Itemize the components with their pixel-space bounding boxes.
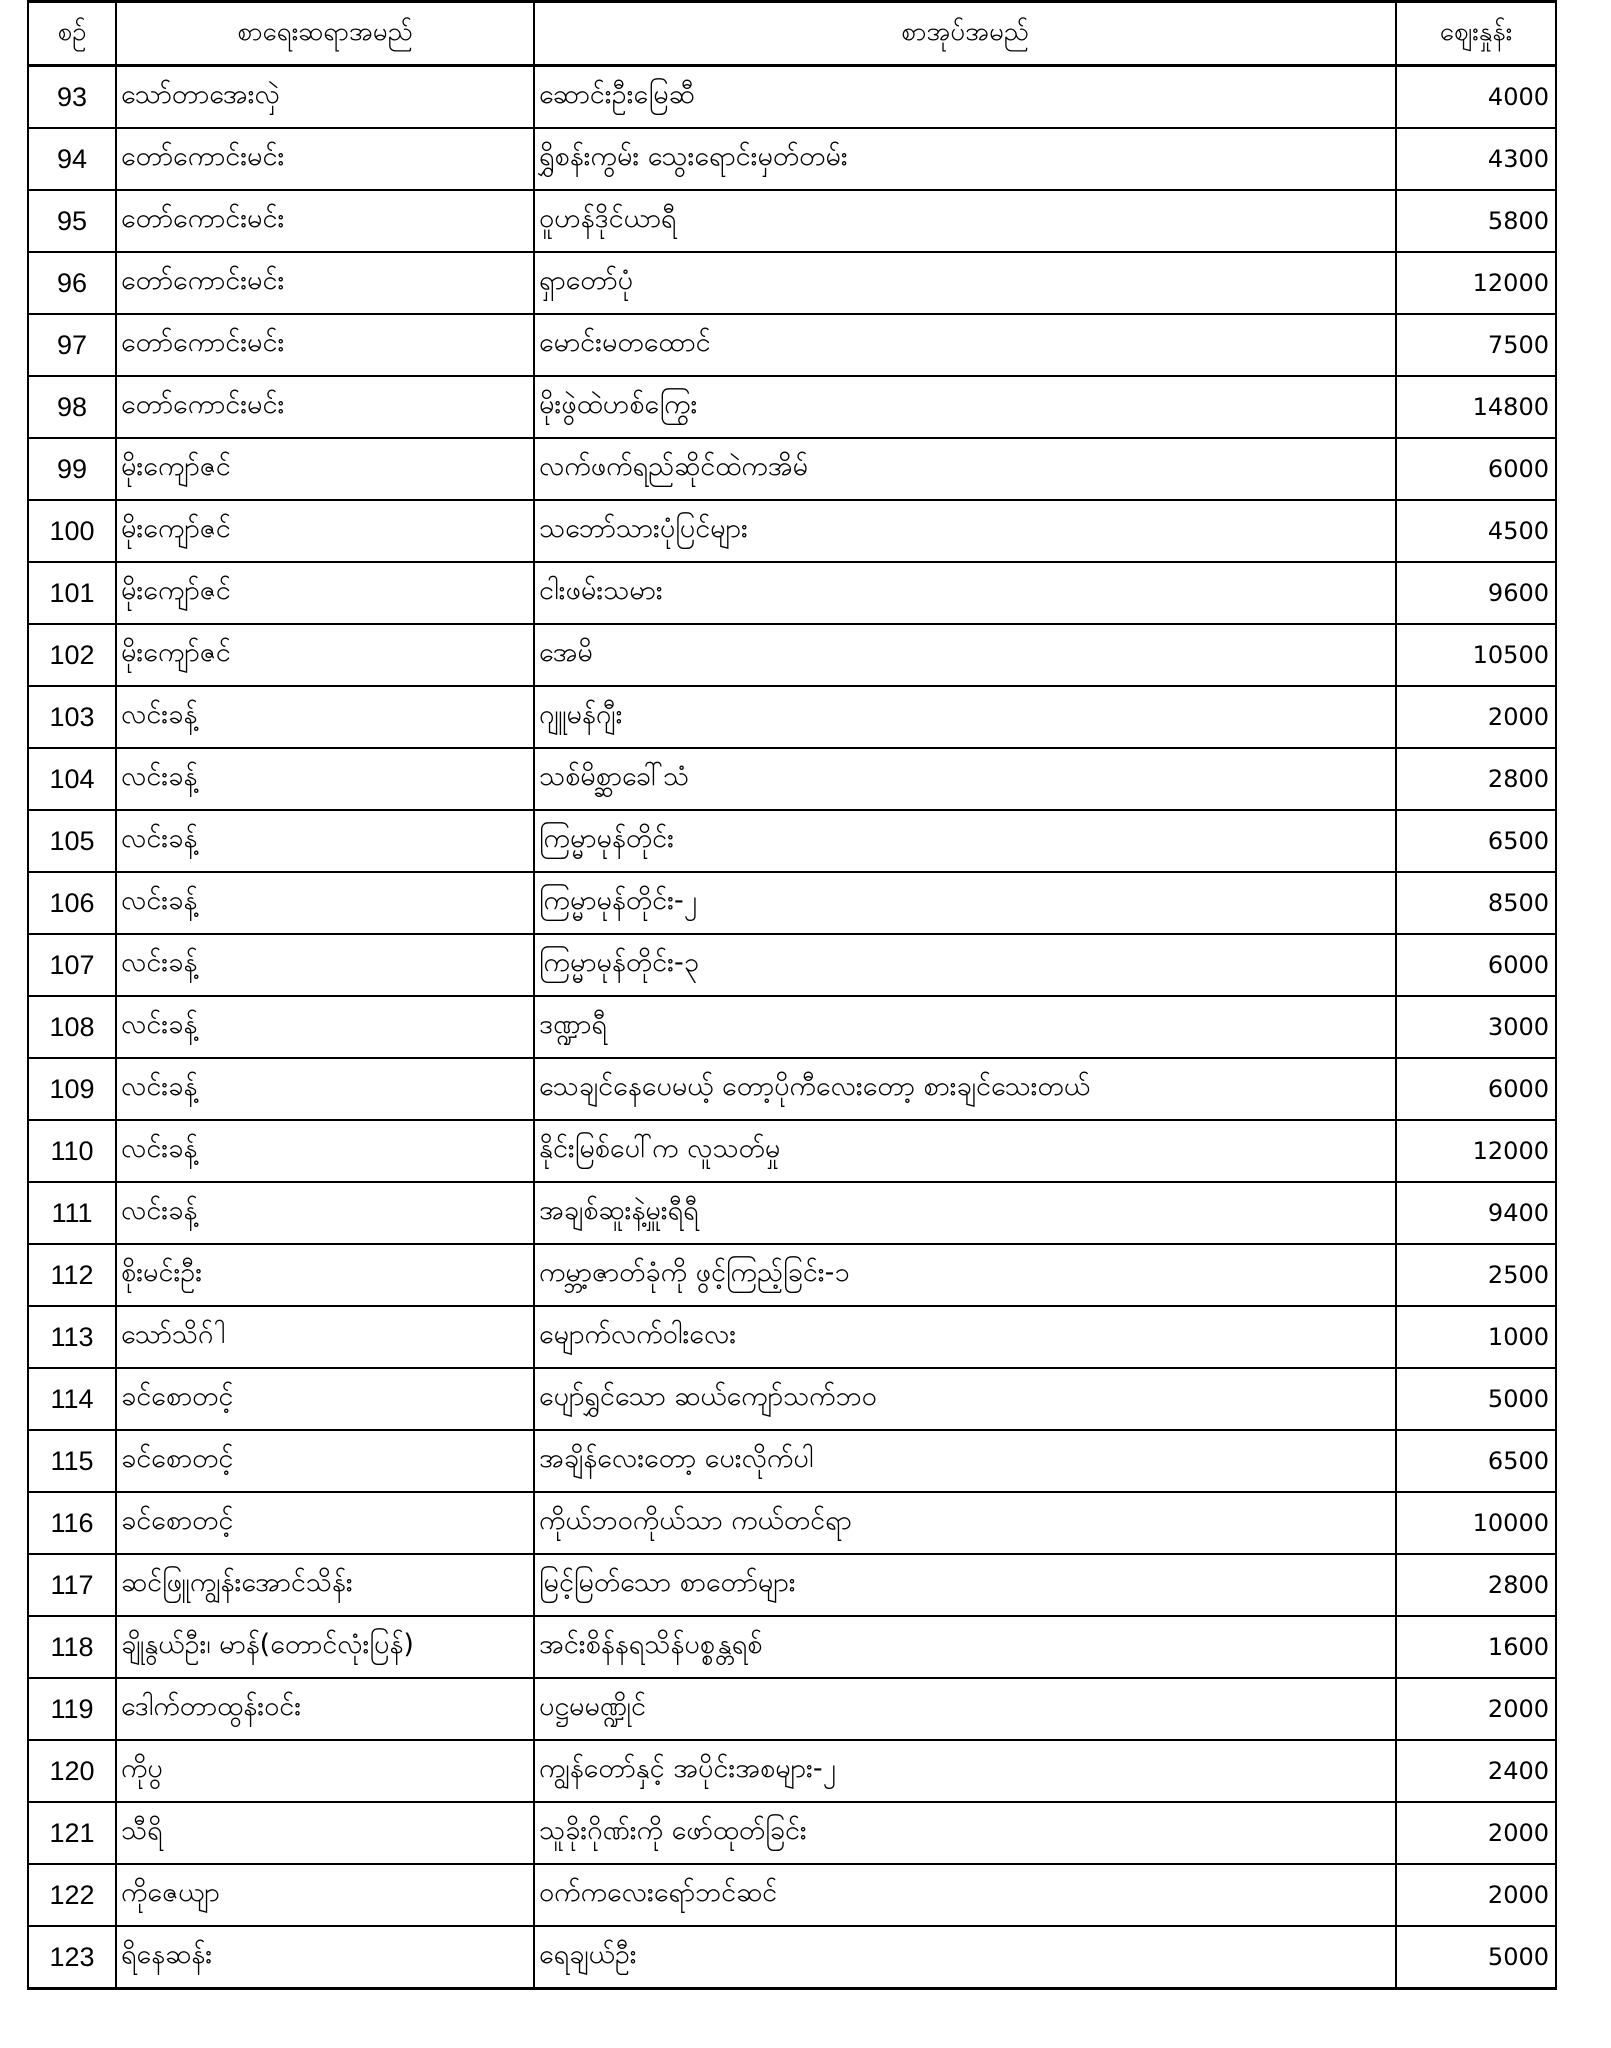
table-row [28, 438, 1556, 500]
table-row [28, 500, 1556, 562]
author-name: လင်းခန့် [116, 872, 534, 934]
price: 12000 [1396, 1120, 1556, 1182]
price: 5800 [1396, 190, 1556, 252]
row-number: 93 [28, 66, 116, 129]
author-name: ရိနေဆန်း [116, 1926, 534, 1989]
row-number: 102 [28, 624, 116, 686]
table-row [28, 1182, 1556, 1244]
price: 4300 [1396, 128, 1556, 190]
table-row [28, 1430, 1556, 1492]
book-title: သူခိုးဂိုဏ်းကို ဖော်ထုတ်ခြင်း [534, 1802, 1396, 1864]
table-row [28, 686, 1556, 748]
author-name: လင်းခန့် [116, 748, 534, 810]
row-number: 95 [28, 190, 116, 252]
header-author: စာရေးဆရာအမည် [116, 2, 534, 66]
book-title: သစ်မိစ္ဆာခေါ်သံ [534, 748, 1396, 810]
book-title: အချိန်လေးတော့ ပေးလိုက်ပါ [534, 1430, 1396, 1492]
author-name: ကိုဇေယျာ [116, 1864, 534, 1926]
book-title: အင်းစိန်နရသိန်ပစ္စန္တရစ် [534, 1616, 1396, 1678]
price: 6000 [1396, 934, 1556, 996]
table-row [28, 748, 1556, 810]
table-row [28, 624, 1556, 686]
row-number: 113 [28, 1306, 116, 1368]
row-number: 117 [28, 1554, 116, 1616]
author-name: ဒေါက်တာထွန်းဝင်း [116, 1678, 534, 1740]
row-number: 109 [28, 1058, 116, 1120]
header-number: စဉ် [28, 2, 116, 66]
row-number: 114 [28, 1368, 116, 1430]
price: 9600 [1396, 562, 1556, 624]
book-title: ပဋ္ဌမမဏ္ဍိုင် [534, 1678, 1396, 1740]
book-title: ကိုယ်ဘဝကိုယ်သာ ကယ်တင်ရာ [534, 1492, 1396, 1554]
row-number: 121 [28, 1802, 116, 1864]
author-name: တော်ကောင်းမင်း [116, 252, 534, 314]
author-name: ကိုပွ [116, 1740, 534, 1802]
book-title: ပျော်ရွှင်သော ဆယ်ကျော်သက်ဘဝ [534, 1368, 1396, 1430]
author-name: သီရိ [116, 1802, 534, 1864]
row-number: 110 [28, 1120, 116, 1182]
book-title: မောင်းမတထောင် [534, 314, 1396, 376]
table-row [28, 1244, 1556, 1306]
table-row [28, 1120, 1556, 1182]
price: 5000 [1396, 1926, 1556, 1989]
author-name: လင်းခန့် [116, 810, 534, 872]
table-row [28, 1554, 1556, 1616]
author-name: မိုးကျော်ဇင် [116, 438, 534, 500]
author-name: သော်သိဂ်ါ [116, 1306, 534, 1368]
book-title: ကျွန်တော်နှင့် အပိုင်းအစများ-၂ [534, 1740, 1396, 1802]
price: 14800 [1396, 376, 1556, 438]
row-number: 100 [28, 500, 116, 562]
author-name: လင်းခန့် [116, 686, 534, 748]
price: 6500 [1396, 810, 1556, 872]
book-title: ဆောင်းဦးမြေဆီ [534, 66, 1396, 129]
book-title: မိုးဖွဲထဲဟစ်ကြွေး [534, 376, 1396, 438]
row-number: 118 [28, 1616, 116, 1678]
price: 10000 [1396, 1492, 1556, 1554]
table-row [28, 314, 1556, 376]
row-number: 116 [28, 1492, 116, 1554]
author-name: ခင်စောတင့် [116, 1492, 534, 1554]
author-name: စိုးမင်းဦး [116, 1244, 534, 1306]
price: 6000 [1396, 1058, 1556, 1120]
author-name: တော်ကောင်းမင်း [116, 190, 534, 252]
book-title: ဒဏ္ဍာရီ [534, 996, 1396, 1058]
price: 2800 [1396, 748, 1556, 810]
row-number: 106 [28, 872, 116, 934]
table-row [28, 996, 1556, 1058]
book-title: ကြမ္မာမုန်တိုင်း [534, 810, 1396, 872]
row-number: 108 [28, 996, 116, 1058]
book-title: ရေချယ်ဦး [534, 1926, 1396, 1989]
price: 9400 [1396, 1182, 1556, 1244]
book-title: ဂျူမန်ဂျီး [534, 686, 1396, 748]
author-name: ခင်စောတင့် [116, 1430, 534, 1492]
table-row [28, 128, 1556, 190]
header-price: ဈေးနှုန်း [1396, 2, 1556, 66]
price: 3000 [1396, 996, 1556, 1058]
row-number: 103 [28, 686, 116, 748]
row-number: 123 [28, 1926, 116, 1989]
price: 12000 [1396, 252, 1556, 314]
price: 2000 [1396, 686, 1556, 748]
book-title: လက်ဖက်ရည်ဆိုင်ထဲကအိမ် [534, 438, 1396, 500]
row-number: 120 [28, 1740, 116, 1802]
author-name: တော်ကောင်းမင်း [116, 376, 534, 438]
book-title: ရှာတော်ပုံ [534, 252, 1396, 314]
table-row [28, 252, 1556, 314]
row-number: 119 [28, 1678, 116, 1740]
author-name: မိုးကျော်ဇင် [116, 562, 534, 624]
row-number: 112 [28, 1244, 116, 1306]
table-row [28, 810, 1556, 872]
price: 6500 [1396, 1430, 1556, 1492]
book-title: ကမ္ဘာ့ဇာတ်ခုံကို ဖွင့်ကြည့်ခြင်း-၁ [534, 1244, 1396, 1306]
price: 4500 [1396, 500, 1556, 562]
price: 2400 [1396, 1740, 1556, 1802]
author-name: လင်းခန့် [116, 1182, 534, 1244]
price: 4000 [1396, 66, 1556, 129]
header-row [28, 2, 1556, 66]
author-name: မိုးကျော်ဇင် [116, 500, 534, 562]
table-row [28, 1864, 1556, 1926]
author-name: တော်ကောင်းမင်း [116, 314, 534, 376]
table-row [28, 1740, 1556, 1802]
table-row [28, 1368, 1556, 1430]
book-title: သေချင်နေပေမယ့် တော့ပိုကီလေးတော့ စားချင်သေးတယ် [534, 1058, 1396, 1120]
table-body [28, 66, 1556, 1989]
book-table [27, 0, 1557, 1990]
table-row [28, 190, 1556, 252]
row-number: 111 [28, 1182, 116, 1244]
book-title: မျောက်လက်ဝါးလေး [534, 1306, 1396, 1368]
row-number: 97 [28, 314, 116, 376]
row-number: 94 [28, 128, 116, 190]
author-name: လင်းခန့် [116, 1058, 534, 1120]
book-title: ငါးဖမ်းသမား [534, 562, 1396, 624]
table-row [28, 376, 1556, 438]
price: 2000 [1396, 1864, 1556, 1926]
book-title: ကြမ္မာမုန်တိုင်း-၃ [534, 934, 1396, 996]
book-title: ဝူဟန်ဒိုင်ယာရီ [534, 190, 1396, 252]
price: 2800 [1396, 1554, 1556, 1616]
book-title: မြင့်မြတ်သော စာတော်များ [534, 1554, 1396, 1616]
price: 8500 [1396, 872, 1556, 934]
author-name: မိုးကျော်ဇင် [116, 624, 534, 686]
author-name: လင်းခန့် [116, 996, 534, 1058]
row-number: 115 [28, 1430, 116, 1492]
table-row [28, 1492, 1556, 1554]
row-number: 107 [28, 934, 116, 996]
header-title: စာအုပ်အမည် [534, 2, 1396, 66]
table-row [28, 1306, 1556, 1368]
price: 2000 [1396, 1678, 1556, 1740]
book-title: ရွှိစန်းကွမ်း သွေးရောင်းမှတ်တမ်း [534, 128, 1396, 190]
author-name: လင်းခန့် [116, 934, 534, 996]
price: 1600 [1396, 1616, 1556, 1678]
table-row [28, 934, 1556, 996]
table-row [28, 872, 1556, 934]
book-title: ဝက်ကလေးရော်ဘင်ဆင် [534, 1864, 1396, 1926]
author-name: ခင်စောတင့် [116, 1368, 534, 1430]
author-name: ချိုနွယ်ဦး၊ မာန်(တောင်လုံးပြန်) [116, 1616, 534, 1678]
row-number: 101 [28, 562, 116, 624]
price: 2500 [1396, 1244, 1556, 1306]
author-name: တော်ကောင်းမင်း [116, 128, 534, 190]
book-title: အချစ်ဆူးနဲ့မှူးရီရီ [534, 1182, 1396, 1244]
table-row [28, 1678, 1556, 1740]
author-name: ဆင်ဖြူကျွန်းအောင်သိန်း [116, 1554, 534, 1616]
table-row [28, 1058, 1556, 1120]
row-number: 105 [28, 810, 116, 872]
book-title: သဘော်သားပုံပြင်များ [534, 500, 1396, 562]
price: 2000 [1396, 1802, 1556, 1864]
price: 6000 [1396, 438, 1556, 500]
table-row [28, 1802, 1556, 1864]
row-number: 98 [28, 376, 116, 438]
table-row [28, 1926, 1556, 1989]
price: 5000 [1396, 1368, 1556, 1430]
author-name: သော်တာအေးလှဲ [116, 66, 534, 129]
price: 10500 [1396, 624, 1556, 686]
price: 1000 [1396, 1306, 1556, 1368]
price: 7500 [1396, 314, 1556, 376]
book-title: အေမိ [534, 624, 1396, 686]
book-title: ကြမ္မာမုန်တိုင်း-၂ [534, 872, 1396, 934]
book-price-list [27, 0, 1555, 1990]
book-title: နိုင်းမြစ်ပေါ်က လူသတ်မှု [534, 1120, 1396, 1182]
row-number: 104 [28, 748, 116, 810]
row-number: 96 [28, 252, 116, 314]
row-number: 122 [28, 1864, 116, 1926]
row-number: 99 [28, 438, 116, 500]
table-row [28, 562, 1556, 624]
author-name: လင်းခန့် [116, 1120, 534, 1182]
table-row [28, 66, 1556, 129]
table-row [28, 1616, 1556, 1678]
